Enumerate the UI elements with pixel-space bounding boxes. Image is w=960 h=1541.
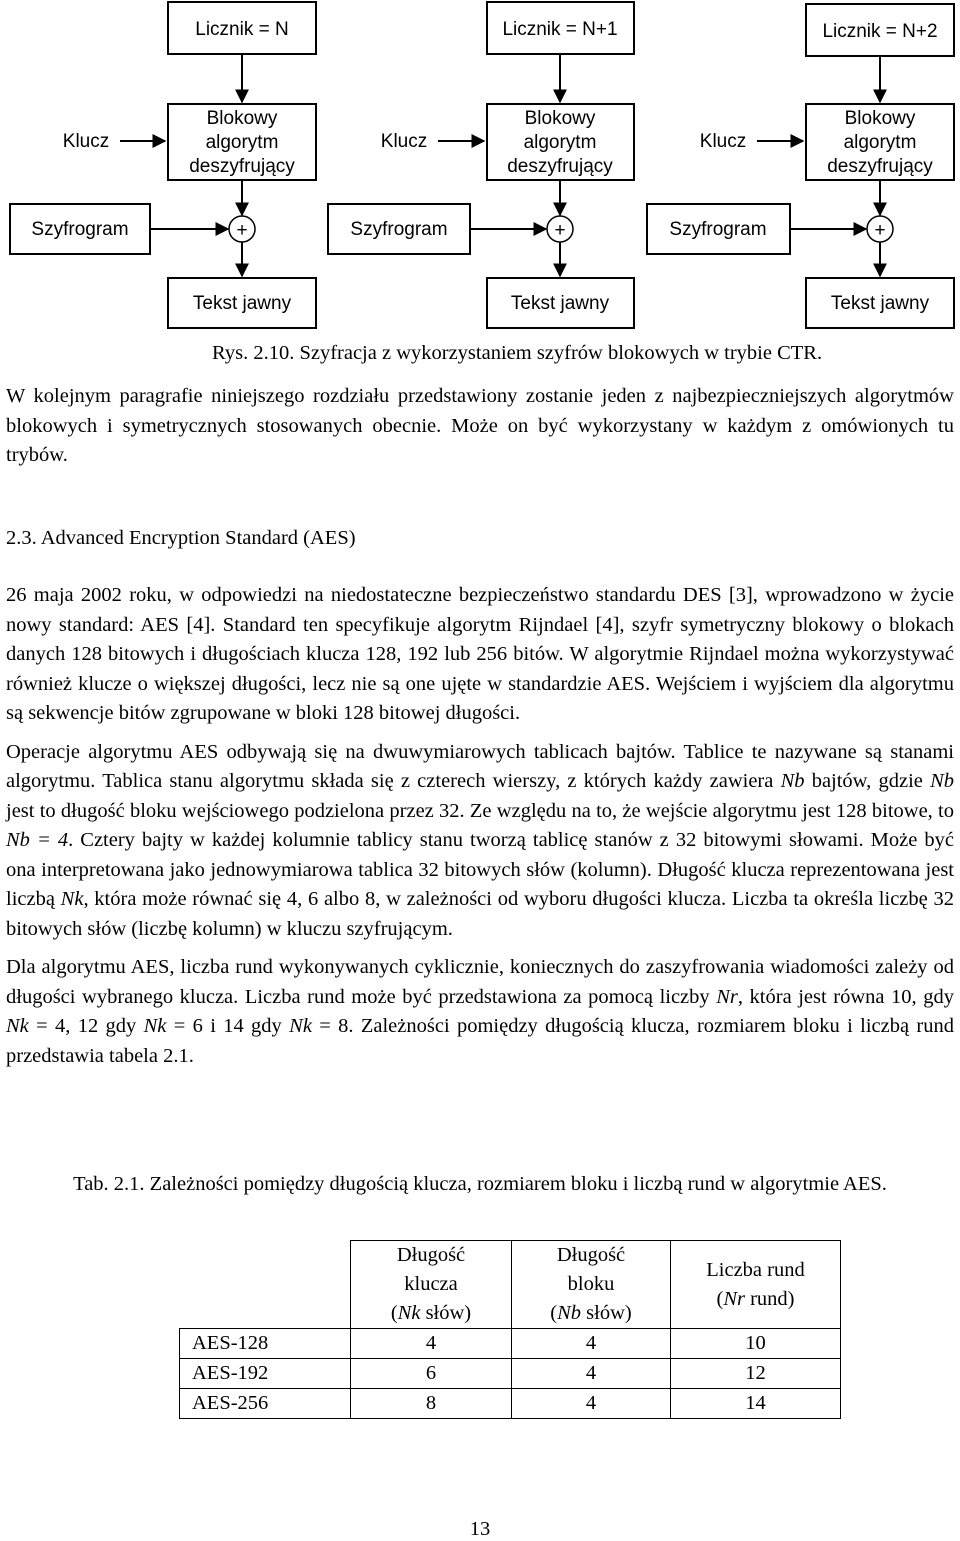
figure-caption: Rys. 2.10. Szyfracja z wykorzystaniem szyfrów blokowych w trybie CTR.: [212, 342, 823, 364]
block-cipher-line-1: Blokowy: [206, 108, 278, 129]
section-heading: 2.3. Advanced Encryption Standard (AES): [6, 527, 356, 549]
paragraph-aes-history: 26 maja 2002 roku, w odpowiedzi na niedostateczne bezpieczeństwo standardu DES [3], wprowadzono w życie nowy standard: AES [4]. Standard ten specyfikuje algorytm Rijndael [4], szyfr symetryczny blokowy o blokach danych 128 bitowych i długościach klucza 128, 192 lub 256 bitów. W algorytmie Rijndael można wykorzystywać również klucze o większej długości, lecz nie są one ujęte w standardzie AES. Wejściem i wyjściem dla algorytmu są sekwencje bitów zgrupowane w bloki 128 bitowej długości.: [6, 584, 954, 724]
table-row: [180, 1389, 841, 1419]
plaintext-label: Tekst jawny: [510, 293, 610, 314]
table-header-key-length: Długość klucza (Nk słów): [351, 1241, 512, 1329]
table-cell: 6: [351, 1359, 512, 1389]
paragraph-state-array: Operacje algorytmu AES odbywają się na dwuwymiarowych tablicach bajtów. Tablice te nazywane są stanami algorytmu. Tablica stanu algorytmu składa się z czterech wierszy, z których każdy zawiera Nb bajtów, gdzie Nb jest to długość bloku wejściowego podzielona przez 32. Ze względu na to, że wejście algorytmu jest 128 bitowe, to Nb = 4. Cztery bajty w każdej kolumnie tablicy stanu tworzą tablicę stanów z 32 bitowymi słowami. Może być ona interpretowana jako jednowymiarowa tablica 32 bitowych słów (kolumn). Długość klucza reprezentowana jest liczbą Nk, która może równać się 4, 6 albo 8, w zależności od wyboru długości klucza. Liczba ta określa liczbę 32 bitowych słów (liczbę kolumn) w kluczu szyfrującym.: [6, 740, 955, 940]
table-header-rounds: Liczba rund (Nr rund): [671, 1241, 841, 1329]
key-label: Klucz: [62, 131, 110, 152]
table-cell: 14: [671, 1389, 841, 1419]
table-row: [180, 1329, 841, 1359]
ciphertext-label: Szyfrogram: [31, 219, 129, 240]
ciphertext-label: Szyfrogram: [669, 219, 767, 240]
table-cell: 8: [351, 1389, 512, 1419]
table-row: [180, 1359, 841, 1389]
intro-paragraph-text: W kolejnym paragrafie niniejszego rozdziału przedstawiony zostanie jeden z najbezpieczniejszych algorytmów blokowych i symetrycznych stosowanych obecnie. Może on być wykorzystany w każdym z omówionych tu trybów.: [6, 385, 954, 466]
paragraph-rounds: Dla algorytmu AES, liczba rund wykonywanych cyklicznie, koniecznych do zaszyfrowania wiadomości zależy od długości wybranego klucza. Liczba rund może być przedstawiona za pomocą liczby Nr, która jest równa 10, gdy Nk = 4, 12 gdy Nk = 6 i 14 gdy Nk = 8. Zależności pomiędzy długością klucza, rozmiarem bloku i liczbą rund przedstawia tabela 2.1.: [6, 956, 954, 1067]
table-cell: 4: [351, 1329, 512, 1359]
table-cell: 4: [512, 1359, 671, 1389]
block-cipher-line-2: algorytm: [843, 132, 917, 153]
key-label: Klucz: [699, 131, 747, 152]
plaintext-label: Tekst jawny: [830, 293, 930, 314]
aes-parameters-table: [179, 1240, 841, 1419]
counter-label: Licznik = N+2: [822, 21, 938, 42]
table-caption: Tab. 2.1. Zależności pomiędzy długością klucza, rozmiarem bloku i liczbą rund w algorytmie AES.: [73, 1173, 887, 1195]
table-cell: 4: [512, 1329, 671, 1359]
table-header-row: [180, 1241, 841, 1329]
plaintext-label: Tekst jawny: [192, 293, 292, 314]
block-cipher-line-1: Blokowy: [844, 108, 916, 129]
ciphertext-label: Szyfrogram: [350, 219, 448, 240]
block-cipher-line-2: algorytm: [523, 132, 597, 153]
table-cell: 4: [512, 1389, 671, 1419]
xor-symbol: +: [236, 220, 248, 241]
page-number: 13: [469, 1518, 491, 1540]
table-header-block-size: Długość bloku (Nb słów): [512, 1241, 671, 1329]
ctr-column-2: [328, 2, 634, 328]
ctr-mode-diagram: [0, 0, 960, 340]
table-cell: 10: [671, 1329, 841, 1359]
key-label: Klucz: [380, 131, 428, 152]
table-cell: AES-256: [180, 1389, 351, 1419]
intro-paragraph: [6, 382, 954, 471]
ctr-column-3: [647, 4, 954, 328]
xor-symbol: +: [874, 220, 886, 241]
body-text: [6, 581, 954, 1071]
table-cell: AES-192: [180, 1359, 351, 1389]
block-cipher-line-3: deszyfrujący: [189, 156, 295, 177]
table-header-empty: [180, 1241, 351, 1329]
counter-label: Licznik = N: [195, 19, 289, 40]
block-cipher-line-3: deszyfrujący: [827, 156, 933, 177]
block-cipher-line-1: Blokowy: [524, 108, 596, 129]
block-cipher-line-2: algorytm: [205, 132, 279, 153]
counter-label: Licznik = N+1: [502, 19, 618, 40]
ctr-column-1: [10, 2, 316, 328]
xor-symbol: +: [554, 220, 566, 241]
table-cell: 12: [671, 1359, 841, 1389]
block-cipher-line-3: deszyfrujący: [507, 156, 613, 177]
table-cell: AES-128: [180, 1329, 351, 1359]
